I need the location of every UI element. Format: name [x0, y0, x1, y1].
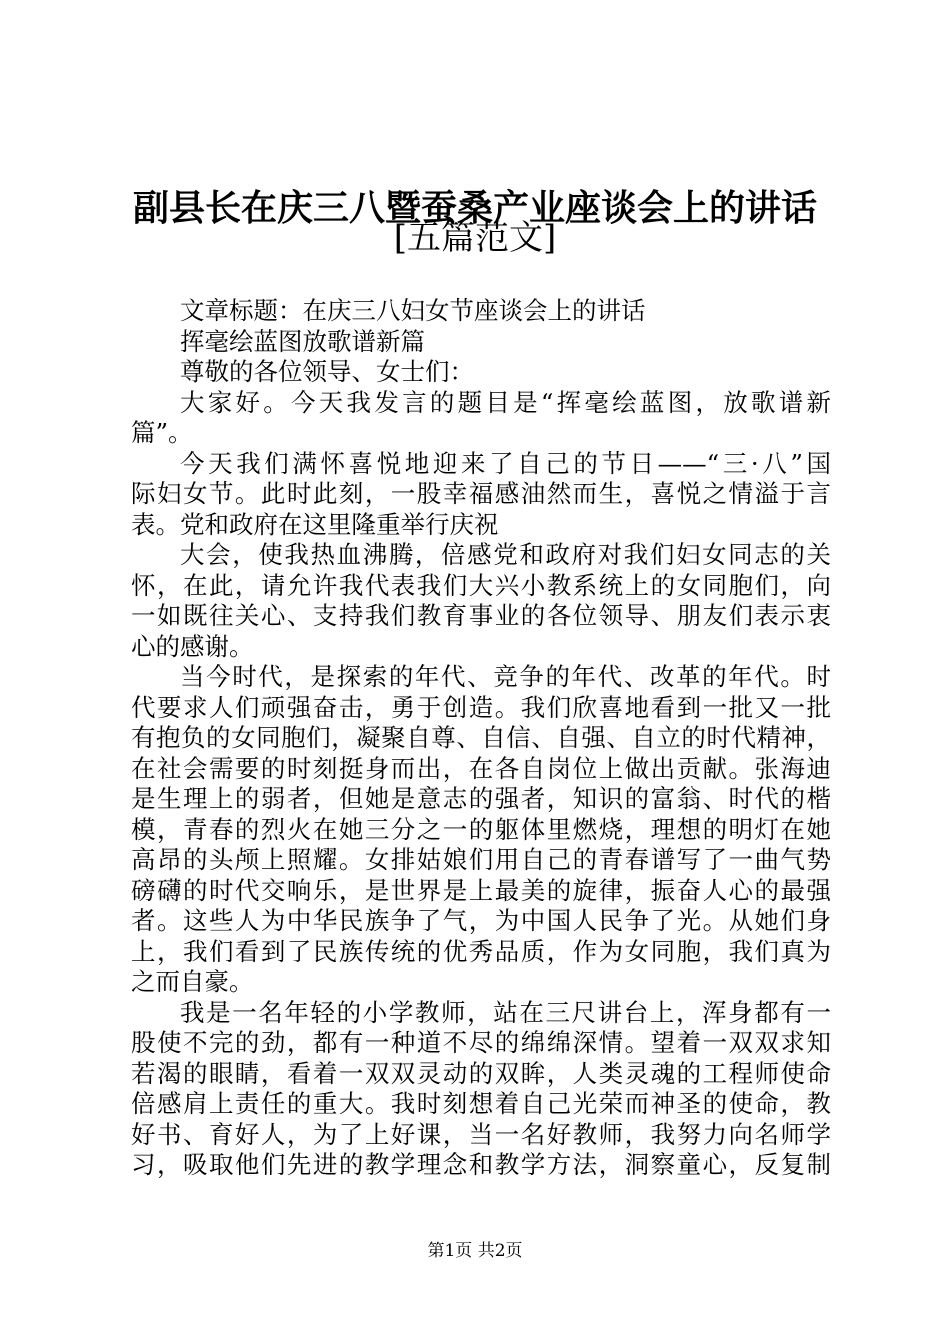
text-line: 挥毫绘蓝图放歌谱新篇	[180, 326, 425, 356]
text-line: 我是一名年轻的小学教师，站在三尺讲台上，浑身都有一	[180, 997, 831, 1027]
text-line: 倍感肩上责任的重大。我时刻想着自己光荣而神圣的使命，教	[131, 1089, 831, 1118]
text-line: 大会，使我热血沸腾，倍感党和政府对我们妇女同志的关	[180, 540, 831, 569]
text-line: 文章标题：在庆三八妇女节座谈会上的讲话	[180, 296, 646, 325]
text-line: 者。这些人为中华民族争了气，为中国人民争了光。从她们身	[131, 906, 831, 935]
text-line: 表。党和政府在这里隆重举行庆祝	[131, 509, 499, 539]
text-line: 在社会需要的时刻挺身而出，在各自岗位上做出贡献。张海迪	[131, 753, 831, 783]
text-line: 是生理上的弱者，但她是意志的强者，知识的富翁、时代的楷	[131, 784, 831, 813]
text-line: 好书、育好人，为了上好课，当一名好教师，我努力向名师学	[131, 1119, 831, 1149]
text-line: 若渴的眼睛，看着一双双灵动的双眸，人类灵魂的工程师使命	[131, 1058, 831, 1088]
text-line: 今天我们满怀喜悦地迎来了自己的节日——“三·八”国	[180, 448, 831, 478]
text-line: 上，我们看到了民族传统的优秀品质，作为女同胞，我们真为	[131, 936, 831, 966]
page-footer: 第1页 共2页	[427, 1241, 523, 1261]
text-line: 当今时代，是探索的年代、竞争的年代、改革的年代。时	[180, 662, 831, 691]
text-line: 一如既往关心、支持我们教育事业的各位领导、朋友们表示衷	[131, 601, 831, 630]
document-body	[131, 296, 831, 1181]
text-line: 篇”。	[131, 418, 193, 447]
text-line: 怀，在此，请允许我代表我们大兴小教系统上的女同胞们，向	[131, 570, 831, 600]
text-line: 心的感谢。	[131, 631, 254, 661]
text-line: 习，吸取他们先进的教学理念和教学方法，洞察童心，反复制	[131, 1150, 831, 1179]
text-line: 尊敬的各位领导、女士们：	[180, 357, 474, 386]
text-line: 模，青春的烈火在她三分之一的躯体里燃烧，理想的明灯在她	[131, 814, 831, 844]
text-line: 有抱负的女同胞们，凝聚自尊、自信、自强、自立的时代精神，	[131, 723, 831, 752]
text-line: 磅礴的时代交响乐，是世界是上最美的旋律，振奋人心的最强	[131, 875, 831, 905]
text-line: 大家好。今天我发言的题目是“挥毫绘蓝图，放歌谱新	[180, 387, 831, 417]
text-line: 高昂的头颅上照耀。女排姑娘们用自己的青春谱写了一曲气势	[131, 845, 831, 874]
text-line: 股使不完的劲，都有一种道不尽的绵绵深情。望着一双双求知	[131, 1028, 831, 1057]
document-title: 副县长在庆三八暨蚕桑产业座谈会上的讲话	[132, 187, 817, 229]
document-subtitle: [五篇范文]	[393, 218, 557, 258]
text-line: 际妇女节。此时此刻，一股幸福感油然而生，喜悦之情溢于言	[131, 479, 831, 508]
text-line: 代要求人们顽强奋击，勇于创造。我们欣喜地看到一批又一批	[131, 692, 831, 722]
text-line: 之而自豪。	[131, 967, 254, 996]
